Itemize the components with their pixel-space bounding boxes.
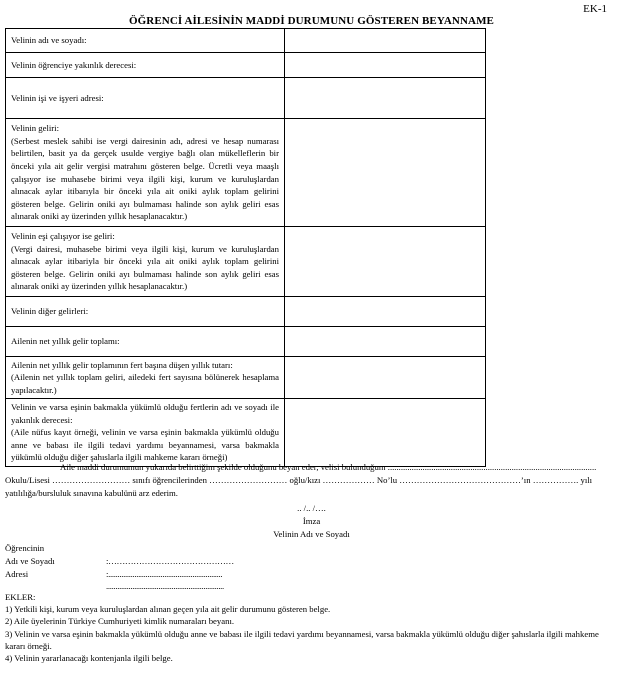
field-work-address[interactable] [285,78,486,119]
student-address-field-1[interactable]: :............................................................. [106,569,223,579]
attachment-item: 4) Velinin yararlanacağı kontenjanla ilgili belge. [5,653,173,664]
label-dependents [6,399,285,467]
row-work-address [6,78,486,119]
signature-date: .. /.. /…. [297,503,326,513]
per-capita-note: (Ailenin net yıllık toplam geliri, ailedeki fert sayısına bölünerek hesaplama yapılacaktır.) [11,372,279,395]
field-per-capita[interactable] [285,357,486,399]
declaration-table [5,28,486,467]
row-parent-income [6,119,486,227]
declaration-text [5,461,610,499]
row-parent-name [6,29,486,53]
signature-label: İmza [302,516,321,526]
row-net-income [6,327,486,357]
field-relationship[interactable] [285,53,486,78]
annex-label: EK-1 [583,3,607,15]
label-parent-income [6,119,285,227]
parent-income-heading: Velinin geliri: [11,123,60,134]
row-spouse-income [6,227,486,297]
field-parent-name[interactable] [285,29,486,53]
label-other-income: Velinin diğer gelirleri: [6,297,285,327]
student-name-label: Adı ve Soyadı [5,556,55,566]
attachment-item: 1) Yetkili kişi, kurum veya kuruluşlardan alınan geçen yıla ait gelir durumunu gösteren belge. [5,604,331,615]
label-net-income: Ailenin net yıllık gelir toplamı: [6,327,285,357]
attachment-item: 3) Velinin ve varsa eşinin bakmakla yükümlü olduğu anne ve babası ile ilgili tedavi yardımı beyannamesi, varsa bakmakla yükümlü olduğu diğer şahıslarla ilgili mahkeme kararı örneği. [5,628,599,651]
attachments-heading: EKLER: [5,592,36,602]
label-relationship: Velinin öğrenciye yakınlık derecesi: [6,53,285,78]
student-heading: Öğrencinin [5,543,45,553]
field-parent-income[interactable] [285,119,486,227]
attachment-item: 2) Aile üyelerinin Türkiye Cumhuriyeti kimlik numaraları beyanı. [5,616,235,627]
document-title: ÖĞRENCİ AİLESİNİN MADDİ DURUMUNU GÖSTEREN BEYANNAME [129,15,494,27]
per-capita-heading: Ailenin net yıllık gelir toplamının fert başına düşen yıllık tutarı: [11,359,233,370]
row-per-capita [6,357,486,399]
spouse-income-note: (Vergi dairesi, muhasebe birimi veya ilgili kişi, kurum ve kuruluşlardan alınacak aylar itibariyla bir önceki yıla ait oniki aylık toplam gelirini gösteren belge. Gelirin oniki ayı bulmaması halinde son aylık geliri esas alınarak oniki ay üzerinden yıllık hesaplanacaktır.) [11,243,279,292]
student-name-field[interactable]: :……………………………………… [106,556,234,566]
declaration-line-1: Aile maddi durumumun yukarıda belirttiğim şekilde olduğunu beyan eder, velisi bulunduğum ................................................................................................ [60,462,597,472]
label-work-address: Velinin işi ve işyeri adresi: [6,78,285,119]
dependents-heading: Velinin ve varsa eşinin bakmakla yükümlü olduğu fertlerin adı ve soyadı ile yakınlık derecesi: [11,402,279,425]
row-relationship [6,53,486,78]
attachments [5,591,610,664]
signature-name-label: Velinin Adı ve Soyadı [273,529,350,539]
parent-income-note: (Serbest meslek sahibi ise vergi dairesinin adı, adresi ve hesap numarası belirtilen, basit ya da gerçek usulde vergiye bağlı olan mükelleflerin bir önceki yıla ait gelir vergisi matrahını gösteren belge. Ücretli veya maaşlı çalışıyor ise muhasebe birimi veya ilgili kişi, kurum ve kuruluşlardan alınacak aylar itibarıyla bir önceki yıla ait oniki aylık toplam gelirini gösteren belge. Gelirin oniki ayı bulmaması halinde son aylık geliri esas alınarak oniki ay üzerinden yıllık hesaplanacaktır.) [11,135,279,222]
declaration-line-2: Okulu/Lisesi ……………………… sınıfı öğrencilerinden ……………………… oğlu/kızı ……………… No’lu ……………………………………’ın ……………. yılı [5,474,593,485]
student-address-label: Adresi [5,569,29,579]
dependents-note: (Aile nüfus kayıt örneği, velinin ve varsa eşinin bakmakla yükümlü olduğu anne ve babası ile ilgili tedavi yardımı beyannamesi, varsa bakmakla yükümlü olduğu diğer şahıslarla ilgili mahkeme kararı örneği) [11,427,279,463]
label-parent-name: Velinin adı ve soyadı: [6,29,285,53]
label-per-capita [6,357,285,399]
field-dependents[interactable] [285,399,486,467]
spouse-income-heading: Velinin eşi çalışıyor ise geliri: [11,231,115,242]
student-address-field-2[interactable]: ............................................................... [106,581,224,591]
row-other-income [6,297,486,327]
field-spouse-income[interactable] [285,227,486,297]
declaration-line-3: yatılılığa/bursluluk sınavına kabulünü arz ederim. [5,487,178,498]
label-spouse-income [6,227,285,297]
row-dependents [6,399,486,467]
field-other-income[interactable] [285,297,486,327]
field-net-income[interactable] [285,327,486,357]
